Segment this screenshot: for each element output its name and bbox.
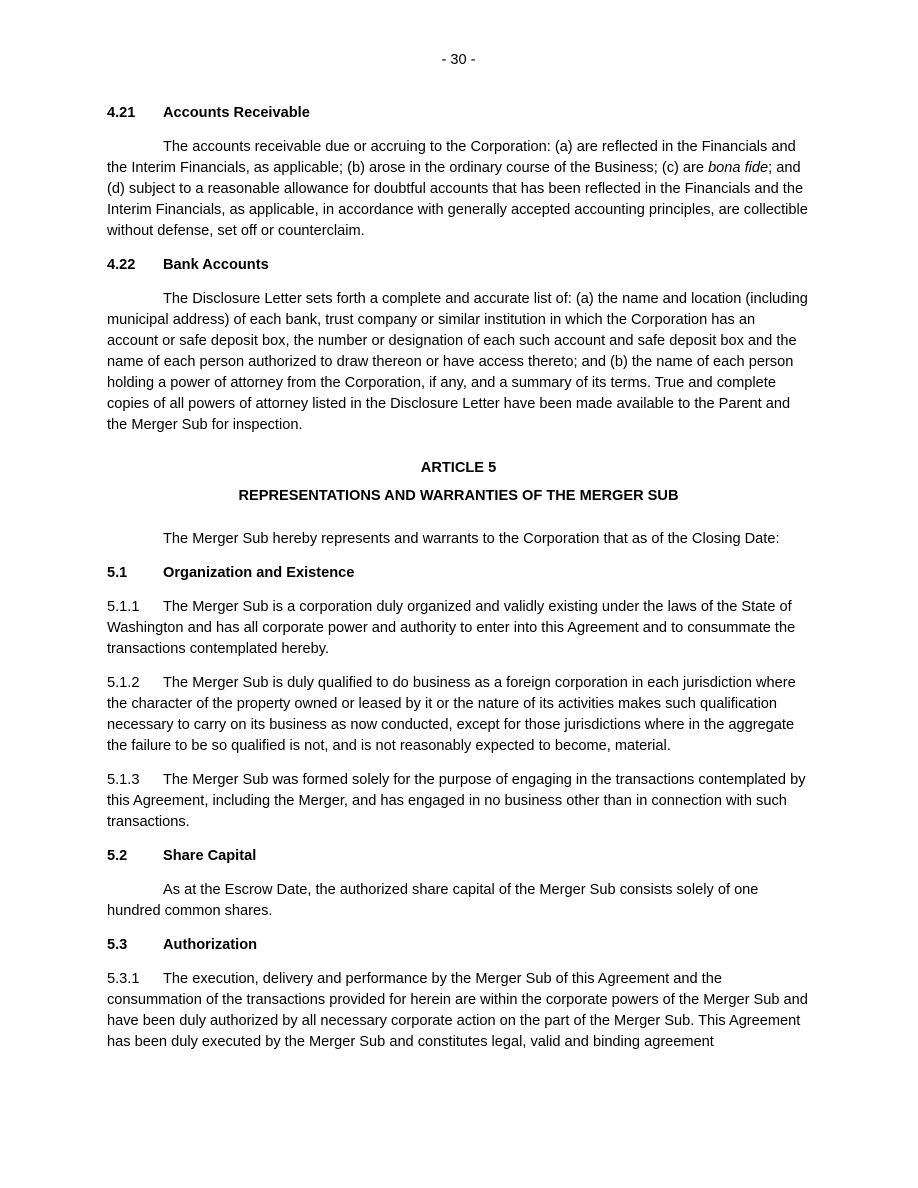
paragraph-text: The accounts receivable due or accruing to the Corporation: (a) are reflected in the Financials and the Interim Financials, as applicable; (b) arose in the ordinary course of the Business; (c) are bbox=[107, 139, 796, 176]
paragraph-bank-accounts: The Disclosure Letter sets forth a complete and accurate list of: (a) the name and location (including municipal address) of each bank, trust company or similar institution in which the Corporation has an account or safe deposit box, the number or designation of each such account and safe deposit box and the name of each person authorized to draw thereon or have access thereto; and (b) the name of each person holding a power of attorney from the Corporation, if any, and a summary of its terms. True and complete copies of all powers of attorney listed in the Disclosure Letter have been made available to the Parent and the Merger Sub for inspection. bbox=[107, 291, 808, 433]
paragraph-article-intro: The Merger Sub hereby represents and warrants to the Corporation that as of the Closing Date: bbox=[163, 531, 780, 547]
section-title: Accounts Receivable bbox=[163, 105, 310, 121]
section-heading-4-22 bbox=[107, 255, 810, 276]
paragraph-text: The Merger Sub is a corporation duly organized and validly existing under the laws of the State of Washington and has all corporate power and authority to enter into this Agreement and to consummate the transactions contemplated hereby. bbox=[107, 599, 796, 657]
section-title: Share Capital bbox=[163, 848, 257, 864]
section-heading-5-1 bbox=[107, 563, 810, 584]
paragraph-text: The Merger Sub is duly qualified to do business as a foreign corporation in each jurisdiction where the character of the property owned or leased by it or the nature of its activities makes such qualification necessary to carry on its business as now conducted, except for those jurisdictions where in the aggregate the failure to be so qualified is not, and is not reasonably expected to become, material. bbox=[107, 675, 796, 754]
paragraph-accounts-receivable bbox=[107, 137, 810, 242]
section-heading-5-3 bbox=[107, 935, 810, 956]
section-number: 5.1 bbox=[107, 565, 128, 581]
clause-number: 5.1.2 bbox=[107, 675, 140, 691]
article-title-heading: REPRESENTATIONS AND WARRANTIES OF THE MERGER SUB bbox=[238, 488, 679, 504]
section-number: 4.22 bbox=[107, 257, 136, 273]
paragraph-text: ; and (d) subject to a reasonable allowance for doubtful accounts that has been reflected in the Financials and the Interim Financials, as applicable, in accordance with generally accepted accounting principles, are collectible without defense, set off or counterclaim. bbox=[107, 160, 808, 239]
clause-number: 5.1.3 bbox=[107, 772, 140, 788]
paragraph-5-1-1 bbox=[107, 597, 810, 660]
section-heading-5-2 bbox=[107, 846, 810, 867]
clause-number: 5.1.1 bbox=[107, 599, 140, 615]
paragraph-5-1-3 bbox=[107, 770, 810, 833]
section-number: 5.2 bbox=[107, 848, 128, 864]
paragraph-share-capital: As at the Escrow Date, the authorized share capital of the Merger Sub consists solely of one hundred common shares. bbox=[107, 882, 759, 919]
article-number-heading: ARTICLE 5 bbox=[420, 460, 497, 476]
section-heading-4-21 bbox=[107, 103, 810, 124]
page-number: - 30 - bbox=[441, 52, 476, 68]
section-title: Organization and Existence bbox=[163, 565, 355, 581]
section-title: Authorization bbox=[163, 937, 258, 953]
clause-number: 5.3.1 bbox=[107, 971, 140, 987]
section-number: 4.21 bbox=[107, 105, 136, 121]
section-title: Bank Accounts bbox=[163, 257, 269, 273]
section-number: 5.3 bbox=[107, 937, 128, 953]
italic-text: bona fide bbox=[708, 160, 769, 176]
paragraph-text: The execution, delivery and performance by the Merger Sub of this Agreement and the consummation of the transactions provided for herein are within the corporate powers of the Merger Sub and have been duly authorized by all necessary corporate action on the part of the Merger Sub. This Agreement has been duly executed by the Merger Sub and constitutes legal, valid and binding agreement bbox=[107, 971, 808, 1050]
paragraph-5-1-2 bbox=[107, 673, 810, 757]
paragraph-text: The Merger Sub was formed solely for the purpose of engaging in the transactions contemplated by this Agreement, including the Merger, and has engaged in no business other than in connection with such transactions. bbox=[107, 772, 806, 830]
paragraph-5-3-1 bbox=[107, 969, 810, 1053]
